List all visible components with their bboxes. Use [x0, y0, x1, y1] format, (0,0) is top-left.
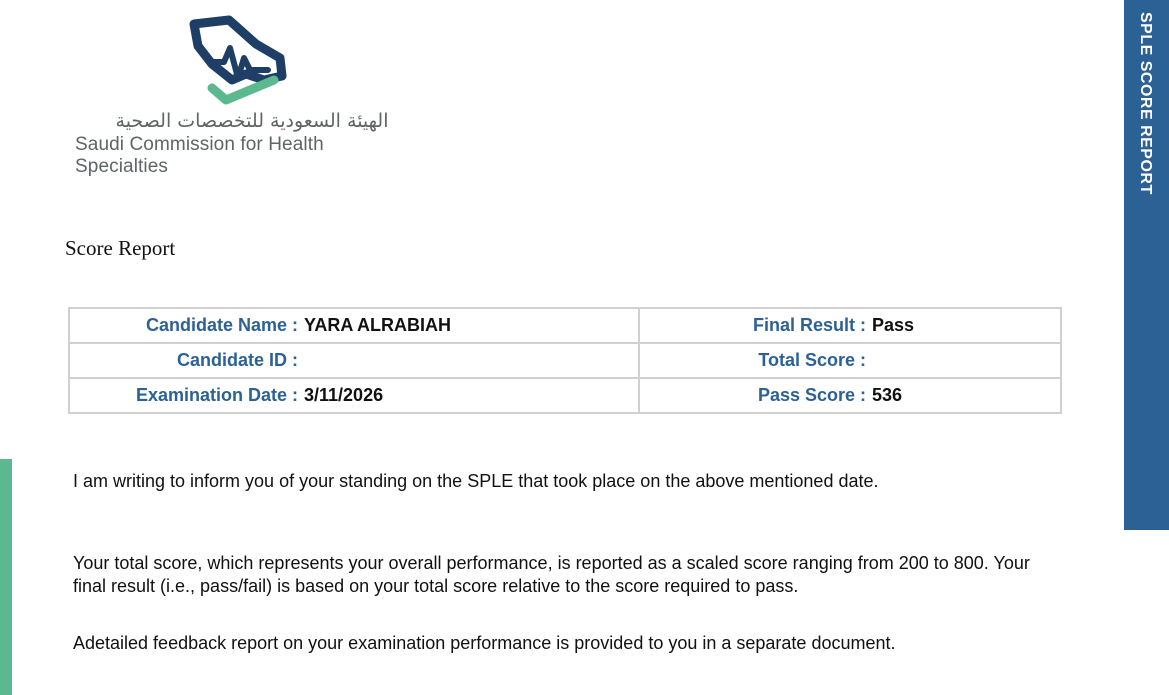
table-row: [69, 378, 1061, 413]
standing-paragraph: I am writing to inform you of your standing on the SPLE that took place on the above mentioned date.: [73, 471, 879, 491]
table-cell: [639, 343, 1061, 378]
side-banner-text: SPLE SCORE REPORT: [1137, 12, 1154, 195]
logo-arabic-name: الهيئة السعودية للتخصصات الصحية: [115, 110, 389, 132]
examination-date-value: 3/11/2026: [304, 385, 384, 405]
total-score-label: Total Score :: [758, 350, 866, 370]
candidate-name-label: Candidate Name :: [145, 315, 298, 335]
table-cell: [69, 343, 639, 378]
scfhs-logo: [72, 10, 412, 177]
examination-date-label: Examination Date :: [135, 385, 298, 405]
candidate-id-label: Candidate ID :: [176, 350, 298, 370]
table-cell: [69, 308, 639, 343]
page-title: Score Report: [65, 236, 176, 260]
score-explanation-paragraph: Your total score, which represents your overall performance, is reported as a scaled score ranging from 200 to 800. Your final result (i.e., pass/fail) is based on your total score relative to the score required to pass.: [73, 553, 1030, 596]
pass-score-value: 536: [872, 385, 903, 405]
final-result-label: Final Result :: [752, 315, 866, 335]
feedback-paragraph: Adetailed feedback report on your examination performance is provided to you in a separate document.: [73, 633, 896, 653]
table-row: [69, 343, 1061, 378]
candidate-name-value: YARA ALRABIAH: [304, 315, 452, 335]
table-row: [69, 308, 1061, 343]
table-cell: [639, 378, 1061, 413]
accent-strip: [0, 459, 12, 695]
candidate-info-table: [68, 307, 1062, 414]
logo-english-name: Saudi Commission for Health Specialties: [75, 134, 324, 177]
pass-score-label: Pass Score :: [757, 385, 866, 405]
table-cell: [639, 308, 1061, 343]
saudi-map-heartbeat-icon: [184, 14, 294, 109]
table-cell: [69, 378, 639, 413]
final-result-value: Pass: [872, 315, 915, 335]
